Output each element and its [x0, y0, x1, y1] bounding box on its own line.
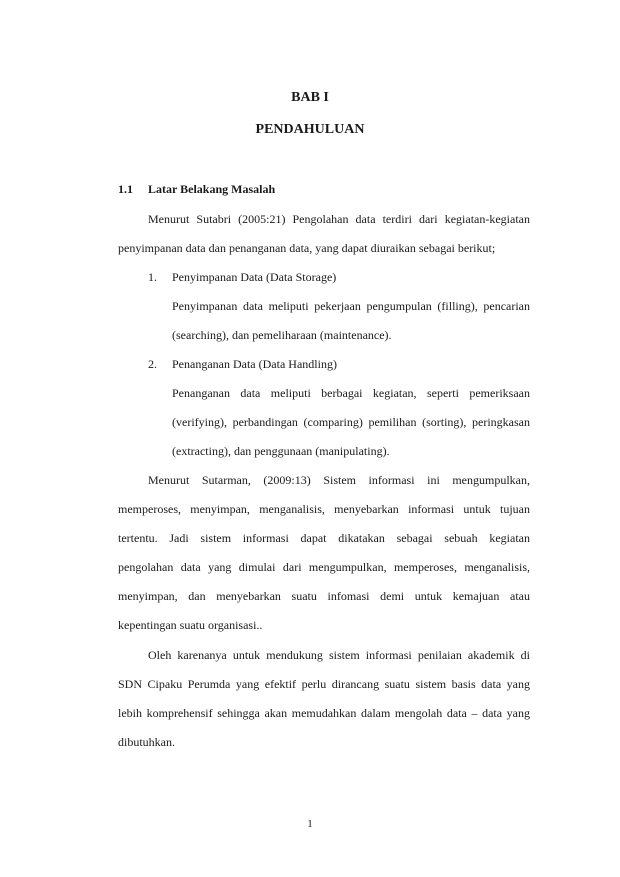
- chapter-title: PENDAHULUAN: [255, 122, 365, 137]
- para2-line4: pengolahan data yang dimulai dari mengumpulkan, memperoses, menganalisis,: [118, 560, 530, 574]
- para2-line3: tertentu. Jadi sistem informasi dapat dikatakan sebagai sebuah kegiatan: [118, 531, 530, 545]
- para3-line3: lebih komprehensif sehingga akan memudahkan dalam mengolah data – data yang: [118, 706, 530, 720]
- list-item-1-number: 1.: [148, 270, 157, 284]
- section-number: 1.1: [118, 182, 133, 196]
- para2-line5: menyimpan, dan menyebarkan suatu infomasi demi untuk kemajuan atau: [118, 589, 530, 603]
- list-item-1-heading: Penyimpanan Data (Data Storage): [172, 270, 337, 284]
- list-item-2-line2: (verifying), perbandingan (comparing) pemilihan (sorting), peringkasan: [172, 415, 530, 429]
- list-item-1-line2: (searching), dan pemeliharaan (maintenance).: [172, 328, 392, 342]
- para2-line2: memperoses, menyimpan, menganalisis, menyebarkan informasi untuk tujuan: [118, 502, 530, 516]
- section-title: Latar Belakang Masalah: [148, 182, 276, 196]
- para3-line4: dibutuhkan.: [118, 735, 175, 749]
- para2-line1: Menurut Sutarman, (2009:13) Sistem informasi ini mengumpulkan,: [148, 473, 530, 487]
- list-item-2-number: 2.: [148, 357, 157, 371]
- para3-line2: SDN Cipaku Perumda yang efektif perlu dirancang suatu sistem basis data yang: [118, 677, 530, 691]
- para1-line2: penyimpanan data dan penanganan data, yang dapat diuraikan sebagai berikut;: [118, 241, 496, 255]
- para3-line1: Oleh karenanya untuk mendukung sistem informasi penilaian akademik di: [148, 648, 530, 662]
- list-item-1-line1: Penyimpanan data meliputi pekerjaan pengumpulan (filling), pencarian: [172, 299, 530, 313]
- page-number: 1: [307, 818, 313, 830]
- chapter-label: BAB I: [291, 90, 329, 105]
- list-item-2-line3: (extracting), dan penggunaan (manipulating).: [172, 444, 390, 458]
- list-item-2-heading: Penanganan Data (Data Handling): [172, 357, 337, 371]
- para1-line1: Menurut Sutabri (2005:21) Pengolahan data terdiri dari kegiatan-kegiatan: [148, 212, 530, 226]
- list-item-2-line1: Penanganan data meliputi berbagai kegiatan, seperti pemeriksaan: [172, 386, 530, 400]
- para2-line6: kepentingan suatu organisasi..: [118, 618, 263, 632]
